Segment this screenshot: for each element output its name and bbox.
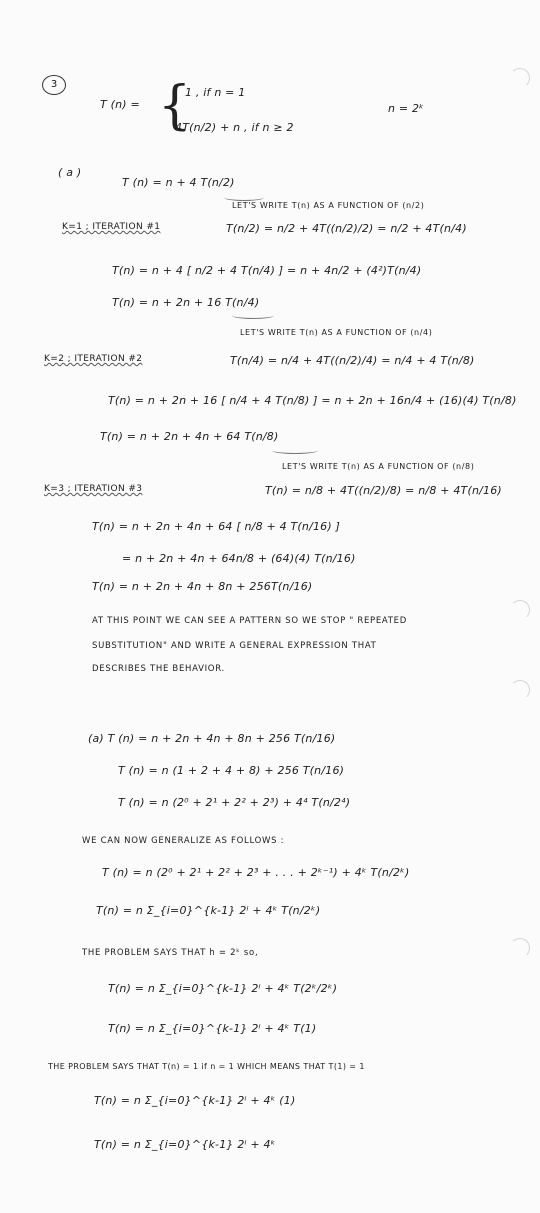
- underbrace-mark: [224, 194, 264, 201]
- equation-line: T(n) = n + 2n + 4n + 64 [ n/8 + 4 T(n/16) ]: [92, 520, 341, 533]
- equation-line: T(n/4) = n/4 + 4T((n/2)/4) = n/4 + 4 T(n/8): [230, 354, 475, 367]
- iteration-label: K=3 ; ITERATION #3: [44, 484, 143, 494]
- recurrence-condition: n = 2ᵏ: [388, 102, 425, 115]
- problem-number: 3: [42, 75, 66, 95]
- annotation-line: LET'S WRITE T(n) AS A FUNCTION OF (n/8): [282, 462, 475, 471]
- equation-line: T (n) = n (2⁰ + 2¹ + 2² + 2³) + 4⁴ T(n/2⁴): [118, 796, 351, 809]
- explanation-text: AT THIS POINT WE CAN SEE A PATTERN SO WE STOP " REPEATED: [92, 616, 407, 626]
- underbrace-mark: [232, 312, 274, 319]
- case-brace: {: [158, 76, 192, 136]
- recurrence-general-case: 4T(n/2) + n , if n ≥ 2: [175, 121, 294, 134]
- explanation-text: SUBSTITUTION" AND WRITE A GENERAL EXPRESSION THAT: [92, 641, 377, 651]
- equation-line: T(n) = n + 2n + 16 [ n/4 + 4 T(n/8) ] = n + 2n + 16n/4 + (16)(4) T(n/8): [108, 394, 517, 407]
- equation-line: T(n) = n Σ_{i=0}^{k-1} 2ⁱ + 4ᵏ T(1): [108, 1022, 317, 1035]
- punch-hole-mark: [510, 938, 530, 958]
- part-label: ( a ): [58, 166, 82, 179]
- explanation-text: DESCRIBES THE BEHAVIOR.: [92, 664, 225, 674]
- equation-line: T(n) = n + 4 [ n/2 + 4 T(n/4) ] = n + 4n/2 + (4²)T(n/4): [112, 264, 422, 277]
- iteration-label: K=1 ; ITERATION #1: [62, 222, 161, 232]
- explanation-text: THE PROBLEM SAYS THAT h = 2ᵏ so,: [82, 948, 259, 958]
- punch-hole-mark: [510, 680, 530, 700]
- explanation-text: WE CAN NOW GENERALIZE AS FOLLOWS :: [82, 836, 285, 846]
- annotation-line: LET'S WRITE T(n) AS A FUNCTION OF (n/4): [240, 328, 433, 337]
- equation-line: T(n) = n + 2n + 4n + 64 T(n/8): [100, 430, 279, 443]
- equation-line: T(n) = n Σ_{i=0}^{k-1} 2ⁱ + 4ᵏ T(n/2ᵏ): [96, 904, 321, 917]
- equation-line: T(n) = n Σ_{i=0}^{k-1} 2ⁱ + 4ᵏ: [94, 1138, 276, 1151]
- underbrace-mark: [272, 447, 318, 454]
- annotation-line: LET'S WRITE T(n) AS A FUNCTION OF (n/2): [232, 201, 425, 210]
- recurrence-base-case: 1 , if n = 1: [185, 86, 246, 99]
- equation-line: T(n) = n Σ_{i=0}^{k-1} 2ⁱ + 4ᵏ (1): [94, 1094, 296, 1107]
- equation-line: T(n/2) = n/2 + 4T((n/2)/2) = n/2 + 4T(n/4): [226, 222, 467, 235]
- explanation-text: THE PROBLEM SAYS THAT T(n) = 1 if n = 1 WHICH MEANS THAT T(1) = 1: [48, 1062, 365, 1071]
- recurrence-lhs: T (n) =: [100, 98, 140, 111]
- equation-line: T(n) = n/8 + 4T((n/2)/8) = n/8 + 4T(n/16): [265, 484, 502, 497]
- equation-line: T(n) = n + 2n + 4n + 8n + 256T(n/16): [92, 580, 313, 593]
- punch-hole-mark: [510, 600, 530, 620]
- iteration-label: K=2 ; ITERATION #2: [44, 354, 143, 364]
- equation-line: = n + 2n + 4n + 64n/8 + (64)(4) T(n/16): [122, 552, 356, 565]
- equation-line: T (n) = n (1 + 2 + 4 + 8) + 256 T(n/16): [118, 764, 345, 777]
- equation-line: (a) T (n) = n + 2n + 4n + 8n + 256 T(n/16): [88, 732, 336, 745]
- equation-line: T (n) = n (2⁰ + 2¹ + 2² + 2³ + . . . + 2ᵏ⁻¹) + 4ᵏ T(n/2ᵏ): [102, 866, 410, 879]
- punch-hole-mark: [510, 68, 530, 88]
- equation-line: T(n) = n Σ_{i=0}^{k-1} 2ⁱ + 4ᵏ T(2ᵏ/2ᵏ): [108, 982, 338, 995]
- equation-line: T (n) = n + 4 T(n/2): [122, 176, 235, 189]
- equation-line: T(n) = n + 2n + 16 T(n/4): [112, 296, 260, 309]
